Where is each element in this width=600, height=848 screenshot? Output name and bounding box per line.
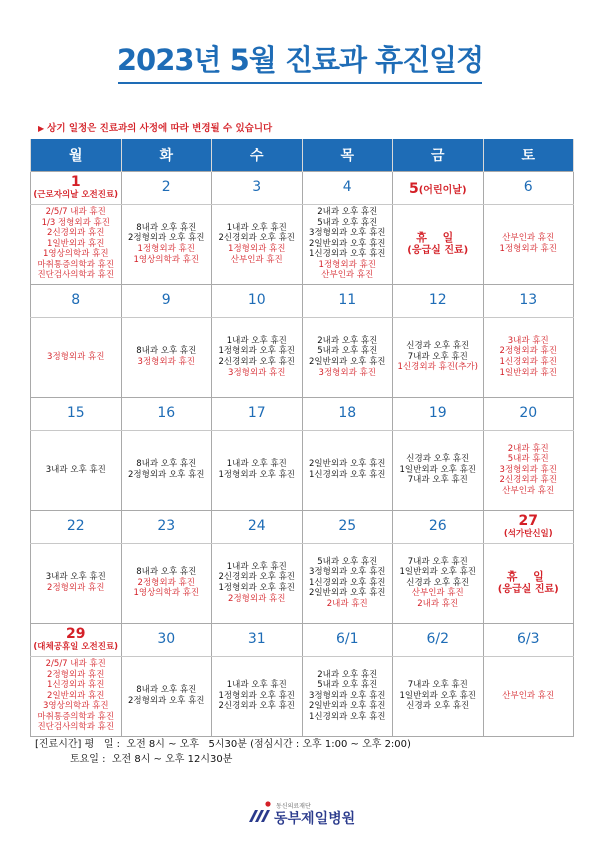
closure-line: 3정형외과 오후 휴진 xyxy=(308,690,386,701)
saturday-hours: 오전 8시 ~ 오후 12시30분 xyxy=(111,754,233,765)
logo-subtitle: 동신의료재단 xyxy=(276,803,311,810)
date-cell xyxy=(121,284,212,317)
closure-line: 8내과 오후 휴진 xyxy=(136,685,197,696)
closure-line: 3정형외과 휴진 xyxy=(499,464,557,475)
date-number: 6/1 xyxy=(335,631,359,647)
notice xyxy=(38,120,272,134)
closure-line: 1정형외과 오후 휴진 xyxy=(218,346,295,357)
date-cell xyxy=(302,284,393,317)
saturday-hours-label: 토요일 xyxy=(69,754,99,765)
weekday-hours-label: 평 일 xyxy=(84,739,114,750)
date-cell xyxy=(31,397,122,430)
closure-line: 2내과 휴진 xyxy=(326,598,368,609)
weekday-sat: 토 xyxy=(483,139,574,171)
closure-line: 1영상의학과 휴진 xyxy=(133,588,200,599)
calendar-body xyxy=(31,171,574,736)
closure-line: 3정형외과 휴진 xyxy=(137,357,195,367)
date-number: 19 xyxy=(428,405,447,421)
closure-line: 1정형외과 오후 휴진 xyxy=(218,583,295,593)
date-cell xyxy=(31,510,122,543)
closure-cell xyxy=(302,430,393,510)
closure-line: 2내과 휴진 xyxy=(417,598,459,609)
closure-line: 1일반외과 오후 휴진 xyxy=(399,464,476,475)
closure-line: 마취통증의학과 휴진 xyxy=(37,259,115,270)
closure-line: 5내과 휴진 xyxy=(507,454,549,465)
closure-cell xyxy=(483,656,574,736)
closure-line: 2정형외과 휴진 xyxy=(47,583,105,593)
closure-cell xyxy=(393,204,484,284)
date-cell xyxy=(393,510,484,543)
office-hours: [진료시간] 평 일 : 오전 8시 ~ 오후 5시30분 (점심시간 : 오후 1:00 ~ 오후 2:00) 토요일 : 오전 8시 ~ 오후 12시30분 xyxy=(35,739,411,765)
closure-line: 마취통증의학과 휴진 xyxy=(37,711,115,722)
closure-cell xyxy=(121,656,212,736)
weekday-mon: 월 xyxy=(31,139,122,171)
closure-line: 2일반외과 오후 휴진 xyxy=(308,238,386,249)
date-cell xyxy=(302,397,393,430)
closure-line: 2신경외과 오후 휴진 xyxy=(218,572,295,583)
closure-line: 3정형외과 휴진 xyxy=(228,367,286,378)
closure-line: 2내과 휴진 xyxy=(507,443,549,454)
closure-line: 산부인과 휴진 xyxy=(502,233,555,244)
date-cell xyxy=(31,623,122,656)
closure-line: 2일반외과 휴진 xyxy=(47,690,105,701)
triangle-bullet-icon: ▶ xyxy=(38,124,45,133)
closure-line: 진단검사의학과 휴진 xyxy=(37,722,115,733)
date-number: 8 xyxy=(71,292,81,308)
closure-line: 7내과 오후 휴진 xyxy=(407,680,468,691)
closure-line: 1영상의학과 휴진 xyxy=(133,254,200,265)
date-row xyxy=(31,171,574,204)
date-number: 20 xyxy=(519,405,538,421)
closure-line: 5내과 오후 휴진 xyxy=(317,556,378,567)
date-number: 11 xyxy=(338,292,357,308)
closure-row xyxy=(31,204,574,284)
closure-line: 1일반외과 휴진 xyxy=(47,238,105,249)
closure-line: 3정형외과 휴진 xyxy=(47,351,105,362)
date-number: 2 xyxy=(161,179,171,195)
closure-line: 8내과 오후 휴진 xyxy=(136,567,197,578)
closure-line: 3정형외과 오후 휴진 xyxy=(308,228,386,239)
closure-line: 1내과 오후 휴진 xyxy=(226,561,287,572)
date-cell xyxy=(212,397,303,430)
closure-line: 1정형외과 오후 휴진 xyxy=(218,690,295,701)
date-cell xyxy=(121,510,212,543)
date-cell xyxy=(212,284,303,317)
date-cell xyxy=(302,171,393,204)
closure-line: 신경과 오후 휴진 xyxy=(406,454,470,465)
closure-line: 2신경외과 오후 휴진 xyxy=(218,233,295,244)
closed-label: 휴 일 xyxy=(506,570,550,583)
date-cell xyxy=(393,171,484,204)
date-number: 31 xyxy=(247,631,266,647)
holiday-label: (석가탄신일) xyxy=(503,529,553,539)
closure-line: 2신경외과 휴진 xyxy=(499,475,557,486)
closure-cell xyxy=(31,656,122,736)
date-number: 6 xyxy=(523,179,533,195)
closure-line: 7내과 오후 휴진 xyxy=(407,556,468,567)
date-cell xyxy=(393,397,484,430)
closure-line: 5내과 오후 휴진 xyxy=(317,217,378,228)
date-number: 17 xyxy=(247,405,266,421)
closure-line: 2일반외과 오후 휴진 xyxy=(308,459,386,470)
closure-cell xyxy=(121,430,212,510)
closure-cell xyxy=(212,656,303,736)
closure-line: 2내과 오후 휴진 xyxy=(317,206,378,217)
weekday-hours: 오전 8시 ~ 오후 5시30분 (점심시간 : 오후 1:00 ~ 오후 2:00) xyxy=(126,739,411,750)
closure-cell xyxy=(31,317,122,397)
closure-line: 1영상의학과 휴진 xyxy=(42,249,109,260)
closure-line: 1정형외과 휴진 xyxy=(137,244,195,254)
closed-label: 휴 일 xyxy=(416,231,460,244)
weekday-fri: 금 xyxy=(393,139,484,171)
date-number: 4 xyxy=(342,179,352,195)
date-cell xyxy=(31,284,122,317)
closure-cell xyxy=(31,543,122,623)
closure-line: 1내과 오후 휴진 xyxy=(226,680,287,691)
closure-line: 3정형외과 휴진 xyxy=(318,367,376,378)
date-cell xyxy=(121,623,212,656)
closure-line: 신경과 오후 휴진 xyxy=(406,577,470,588)
closure-line: 2정형외과 오후 휴진 xyxy=(127,233,205,244)
date-cell xyxy=(31,171,122,204)
closure-row xyxy=(31,430,574,510)
closure-line: 1정형외과 휴진 xyxy=(228,244,286,254)
closure-line: 산부인과 휴진 xyxy=(230,254,283,265)
closure-cell xyxy=(212,204,303,284)
date-number: 24 xyxy=(247,518,266,534)
closure-line: 1일반외과 휴진 xyxy=(499,367,557,378)
closure-cell xyxy=(212,430,303,510)
date-number: 13 xyxy=(519,292,538,308)
closure-line: 산부인과 휴진 xyxy=(502,485,555,496)
date-cell xyxy=(121,397,212,430)
closure-line: 3내과 오후 휴진 xyxy=(45,572,106,583)
closure-line: 2정형외과 휴진 xyxy=(228,593,286,604)
closure-line: 신경과 오후 휴진 xyxy=(406,341,470,352)
page-title: 2023년 5월 진료과 휴진일정 xyxy=(116,43,484,77)
holiday-label: (근로자의날 오전진료) xyxy=(33,190,119,200)
date-cell xyxy=(302,623,393,656)
closure-line: 3정형외과 오후 휴진 xyxy=(308,567,386,578)
closure-line: 1내과 오후 휴진 xyxy=(226,335,287,346)
closure-cell xyxy=(212,317,303,397)
date-number: 15 xyxy=(66,405,85,421)
closure-cell xyxy=(302,543,393,623)
closure-line: 2내과 오후 휴진 xyxy=(317,669,378,680)
closure-line: 산부인과 휴진 xyxy=(411,588,464,599)
closure-cell xyxy=(483,204,574,284)
date-cell xyxy=(393,284,484,317)
title-underline xyxy=(118,82,482,84)
hours-label: [진료시간] xyxy=(35,739,82,750)
date-row xyxy=(31,397,574,430)
holiday-label: (어린이날) xyxy=(418,185,467,196)
closure-line: 2정형외과 휴진 xyxy=(47,669,105,680)
date-cell xyxy=(212,171,303,204)
closure-line: 3영상의학과 휴진 xyxy=(42,701,109,712)
date-cell xyxy=(393,623,484,656)
closure-line: 8내과 오후 휴진 xyxy=(136,459,197,470)
date-row xyxy=(31,623,574,656)
date-number: 16 xyxy=(157,405,176,421)
closure-line: 2정형외과 오후 휴진 xyxy=(127,470,205,480)
closure-line: 1일반외과 오후 휴진 xyxy=(399,567,476,578)
closure-cell xyxy=(483,543,574,623)
closure-line: 1신경외과 오후 휴진 xyxy=(308,470,386,480)
closure-line: 산부인과 휴진 xyxy=(502,690,555,701)
closure-cell xyxy=(393,430,484,510)
closure-line: 1정형외과 오후 휴진 xyxy=(218,470,295,480)
closure-line: 2/5/7 내과 휴진 xyxy=(45,658,106,669)
date-cell xyxy=(121,171,212,204)
date-row xyxy=(31,284,574,317)
closed-label: (응급실 진료) xyxy=(497,584,559,595)
date-cell xyxy=(483,510,574,543)
date-number: 9 xyxy=(161,292,171,308)
closure-line: 3내과 오후 휴진 xyxy=(45,464,106,475)
closure-cell xyxy=(483,430,574,510)
date-cell xyxy=(212,510,303,543)
closure-cell xyxy=(393,543,484,623)
closure-line: 1/3 정형외과 휴진 xyxy=(41,217,110,228)
date-cell xyxy=(483,284,574,317)
date-number: 6/3 xyxy=(516,631,540,647)
closure-line: 2정형외과 휴진 xyxy=(137,577,195,588)
closure-cell xyxy=(121,543,212,623)
closure-row xyxy=(31,656,574,736)
closure-line: 1신경외과 오후 휴진 xyxy=(308,711,386,722)
date-cell xyxy=(483,623,574,656)
date-number: 10 xyxy=(247,292,266,308)
closed-label: (응급실 진료) xyxy=(407,245,469,256)
closure-cell xyxy=(121,317,212,397)
date-number: 25 xyxy=(338,518,357,534)
closure-line: 3내과 휴진 xyxy=(507,335,549,346)
date-number: 5 xyxy=(408,181,419,197)
closure-line: 2신경외과 오후 휴진 xyxy=(218,701,295,712)
closure-line: 1정형외과 휴진 xyxy=(318,259,376,270)
date-number: 12 xyxy=(428,292,447,308)
date-number: 18 xyxy=(338,405,357,421)
date-number: 30 xyxy=(157,631,176,647)
hospital-logo xyxy=(246,798,366,830)
closure-line: 1신경외과 오후 휴진 xyxy=(308,577,386,588)
closure-line: 1신경외과 휴진 xyxy=(47,680,105,691)
closure-line: 2/5/7 내과 휴진 xyxy=(45,206,106,217)
closure-line: 1신경외과 오후 휴진 xyxy=(308,249,386,260)
date-number: 26 xyxy=(428,518,447,534)
logo-name: 동부제일병원 xyxy=(274,811,356,827)
closure-line: 7내과 오후 휴진 xyxy=(407,475,468,486)
date-cell xyxy=(483,397,574,430)
date-number: 27 xyxy=(518,513,538,529)
closure-cell xyxy=(393,656,484,736)
closure-line: 1일반외과 오후 휴진 xyxy=(399,690,476,701)
date-row xyxy=(31,510,574,543)
closure-line: 1내과 오후 휴진 xyxy=(226,222,287,233)
closure-cell xyxy=(302,317,393,397)
date-cell xyxy=(302,510,393,543)
closure-line: 신경과 오후 휴진 xyxy=(406,701,470,712)
closure-line: 8내과 오후 휴진 xyxy=(136,222,197,233)
closure-line: 5내과 오후 휴진 xyxy=(317,346,378,357)
closure-line: 2일반외과 오후 휴진 xyxy=(308,588,386,599)
closure-line: 8내과 오후 휴진 xyxy=(136,346,197,357)
closure-line: 2정형외과 휴진 xyxy=(499,346,557,357)
date-cell xyxy=(212,623,303,656)
closure-line: 2신경외과 휴진 xyxy=(47,228,105,239)
date-number: 29 xyxy=(66,626,86,642)
closure-line: 1신경외과 휴진 xyxy=(499,357,557,367)
date-number: 1 xyxy=(70,174,81,190)
weekday-wed: 수 xyxy=(212,139,303,171)
weekday-header-row xyxy=(31,139,574,171)
closure-line: 산부인과 휴진 xyxy=(321,270,374,281)
schedule-calendar xyxy=(30,139,574,737)
closure-cell xyxy=(393,317,484,397)
date-cell xyxy=(483,171,574,204)
closure-line: 2정형외과 오후 휴진 xyxy=(127,696,205,706)
closure-cell xyxy=(302,656,393,736)
closure-line: 2내과 오후 휴진 xyxy=(317,335,378,346)
closure-line: 2일반외과 오후 휴진 xyxy=(308,701,386,712)
closure-line: 1정형외과 휴진 xyxy=(499,244,557,254)
closure-line: 2신경외과 오후 휴진 xyxy=(218,357,295,367)
closure-row xyxy=(31,543,574,623)
date-number: 22 xyxy=(66,518,85,534)
date-number: 6/2 xyxy=(426,631,450,647)
closure-cell xyxy=(483,317,574,397)
closure-row xyxy=(31,317,574,397)
closure-cell xyxy=(121,204,212,284)
closure-cell xyxy=(212,543,303,623)
closure-cell xyxy=(302,204,393,284)
notice-text: 상기 일정은 진료과의 사정에 따라 변경될 수 있습니다 xyxy=(47,123,273,134)
closure-cell xyxy=(31,204,122,284)
weekday-thu: 목 xyxy=(302,139,393,171)
closure-line: 2일반외과 오후 휴진 xyxy=(308,357,386,367)
closure-line: 5내과 오후 휴진 xyxy=(317,680,378,691)
date-number: 23 xyxy=(157,518,176,534)
closure-cell xyxy=(31,430,122,510)
closure-line: 진단검사의학과 휴진 xyxy=(37,270,115,281)
date-number: 3 xyxy=(252,179,262,195)
closure-line: 1신경외과 휴진(추가) xyxy=(397,362,478,373)
closure-line: 1내과 오후 휴진 xyxy=(226,459,287,470)
holiday-label: (대체공휴일 오전진료) xyxy=(33,642,119,652)
closure-line: 7내과 오후 휴진 xyxy=(407,351,468,362)
weekday-tue: 화 xyxy=(121,139,212,171)
